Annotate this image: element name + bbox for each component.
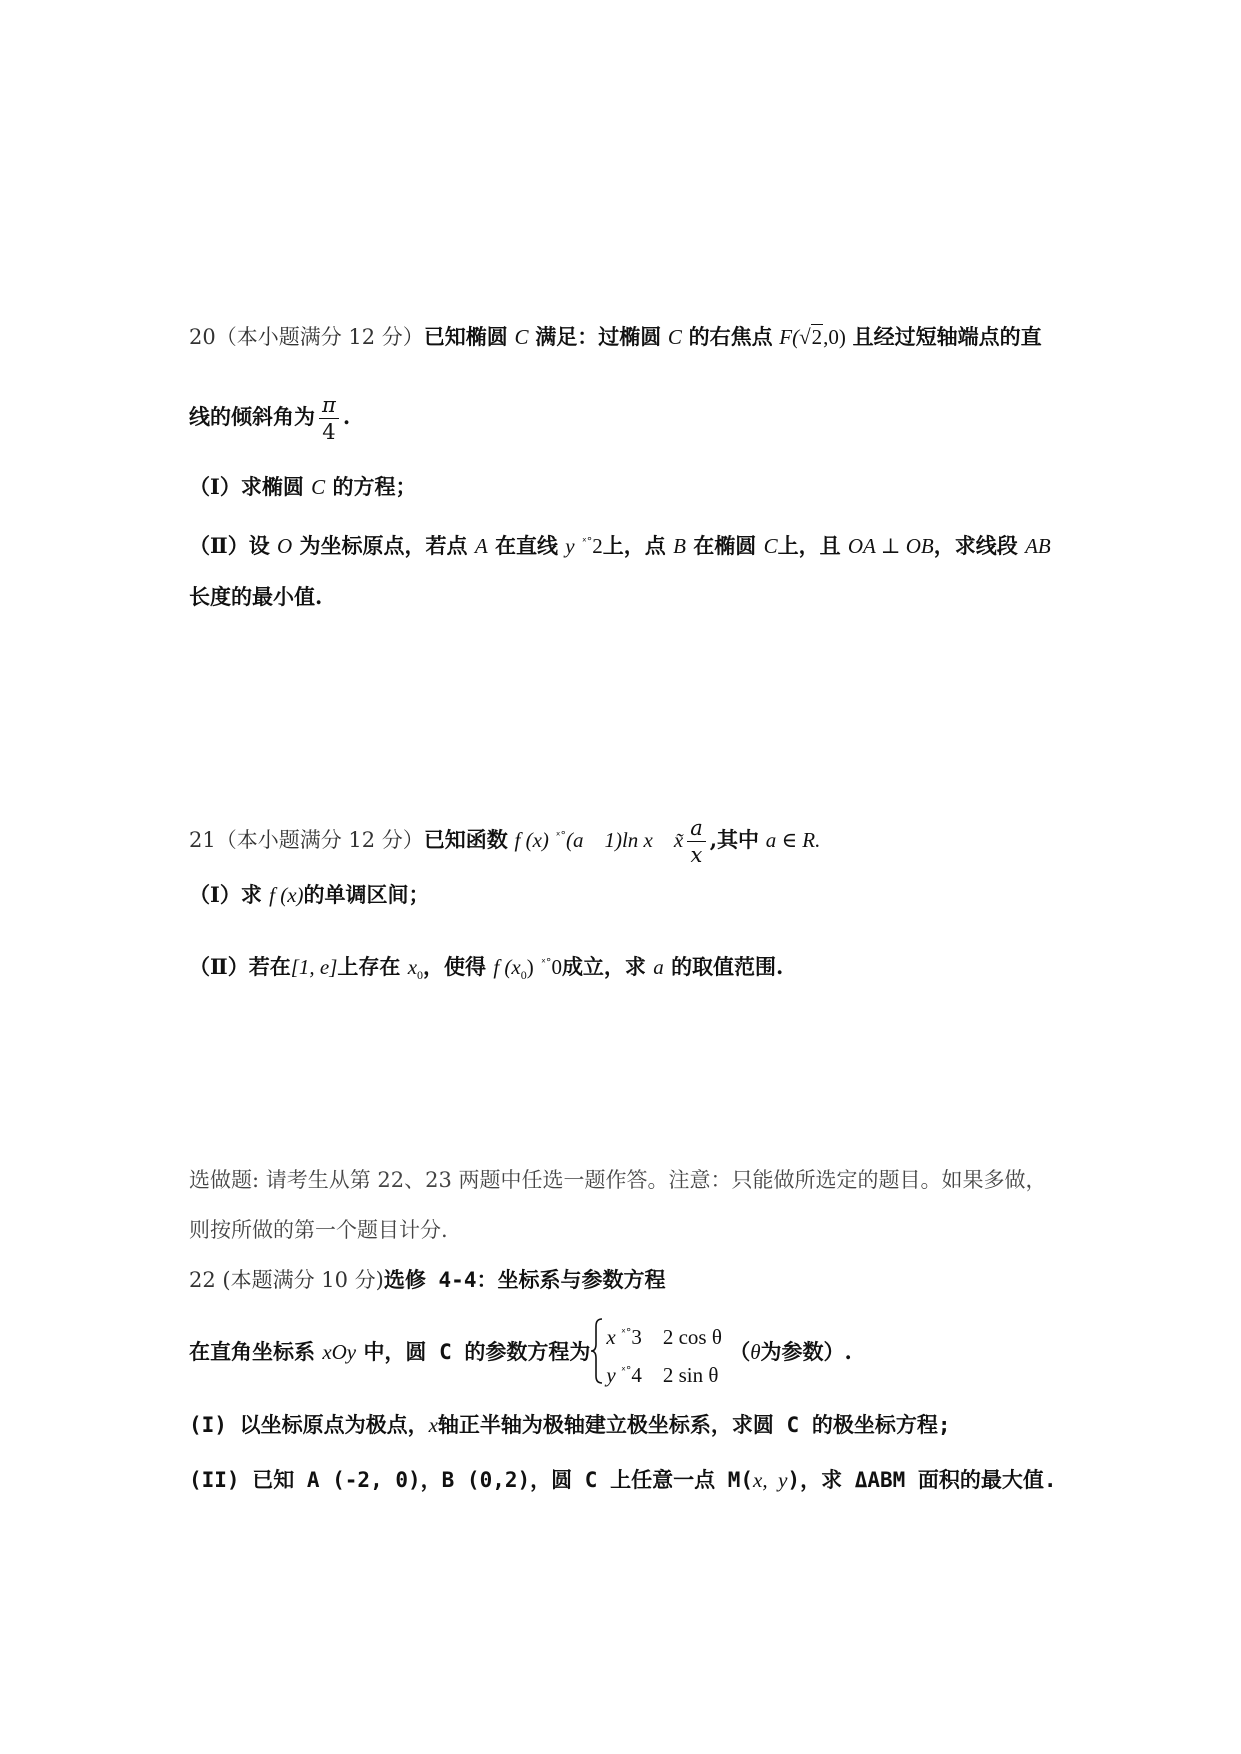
q20-text: 上，点 — [602, 533, 666, 558]
math-var: A — [474, 534, 488, 558]
math-var: C — [667, 325, 682, 349]
garbled-symbol: ˣ° — [555, 829, 566, 842]
math-var: x — [407, 955, 418, 979]
q21-text: 的取值范围. — [671, 954, 784, 979]
q20-text: 为坐标原点，若点 — [299, 533, 468, 558]
math-var: AB — [1025, 534, 1051, 558]
math-var: y — [565, 534, 575, 558]
q20-line1 — [189, 322, 1042, 352]
math-expr: 3 2 cos θ — [631, 1324, 722, 1349]
math-var: x — [428, 1413, 438, 1437]
garbled-symbol: ˣ° — [541, 956, 552, 969]
system-row-y — [606, 1354, 722, 1392]
q21-part1 — [189, 880, 430, 910]
math-var: a — [653, 955, 664, 979]
choice-note-line2 — [189, 1215, 448, 1245]
math-var: C — [514, 325, 529, 349]
q22-text: )，求 ΔABM 面积的最大值. — [787, 1468, 1057, 1492]
math-expr: OA ⊥ OB — [847, 534, 934, 558]
q22-title — [189, 1265, 665, 1295]
math-var: y — [606, 1362, 616, 1387]
q21-text: 已知函数 — [423, 827, 508, 852]
q20-text: 的方程； — [332, 474, 417, 499]
part-label: （Ⅰ） — [189, 882, 241, 907]
q22-text: 为参数）. — [760, 1339, 852, 1364]
fraction-numerator: π — [319, 392, 339, 419]
q22-part2 — [189, 1465, 1057, 1495]
garbled-symbol: ˣ° — [620, 1325, 632, 1339]
math-var: θ — [750, 1340, 761, 1364]
q20-text: 的右焦点 — [688, 324, 773, 349]
math-expr: (a 1)ln x x̃ — [565, 828, 684, 852]
q20-points: （本小题满分 12 分） — [215, 325, 424, 349]
subscript: 0 — [520, 968, 527, 983]
fraction-denominator: x — [690, 843, 703, 867]
math-expr: xOy — [322, 1340, 357, 1364]
q22-text: 在直角坐标系 — [189, 1339, 315, 1364]
q21-part2 — [189, 948, 783, 990]
math-expr: ) — [526, 955, 534, 979]
fraction — [687, 815, 706, 868]
q21-number: 21 — [189, 828, 216, 852]
sqrt-sign: √ — [799, 325, 811, 349]
math-value: 0 — [551, 955, 562, 979]
q20-text: 求椭圆 — [240, 474, 304, 499]
q22-text: (I) 以坐标原点为极点， — [189, 1413, 429, 1437]
q22-number: 22 — [189, 1268, 216, 1292]
q20-text: ，求线段 — [933, 533, 1018, 558]
q21-points: （本小题满分 12 分） — [215, 828, 424, 852]
q21-text: ,其中 — [709, 827, 760, 852]
math-expr: ,0) — [823, 325, 846, 349]
q20-text: 长度的最小值. — [189, 584, 323, 609]
parametric-system — [590, 1316, 722, 1392]
q21-text: 求 — [240, 882, 262, 907]
math-expr: F( — [779, 325, 800, 349]
fraction-numerator: a — [687, 815, 706, 842]
fraction-denominator: 4 — [322, 420, 336, 444]
q22-section-title: 选修 4-4：坐标系与参数方程 — [383, 1268, 666, 1292]
q22-part1 — [189, 1410, 950, 1440]
math-var: C — [763, 534, 778, 558]
q22-intro — [189, 1312, 852, 1392]
q20-text: 已知椭圆 — [423, 324, 508, 349]
q20-part1 — [189, 472, 416, 502]
q20-text: 且经过短轴端点的直 — [852, 324, 1042, 349]
system-row-x — [606, 1316, 722, 1354]
math-expr: x, y — [753, 1468, 788, 1492]
q21-line1 — [189, 815, 820, 868]
q20-text: 线的倾斜角为 — [189, 404, 315, 429]
q20-text: 设 — [248, 533, 270, 558]
math-value: 2 — [592, 534, 603, 558]
q21-text: ，使得 — [423, 954, 487, 979]
q21-text: 的单调区间； — [303, 882, 430, 907]
subscript: 0 — [417, 968, 424, 983]
q22-text: 中，圆 C 的参数方程为 — [363, 1340, 591, 1364]
q20-text: . — [342, 404, 351, 429]
q22-text: （ — [729, 1339, 751, 1364]
garbled-symbol: ˣ° — [581, 535, 593, 548]
garbled-symbol: ˣ° — [620, 1363, 632, 1377]
math-expr: [1, e] — [290, 955, 338, 979]
math-var: O — [277, 534, 293, 558]
part-label: （Ⅰ） — [189, 474, 241, 499]
q20-part2-cont — [189, 582, 322, 612]
math-expr: 4 2 sin θ — [631, 1362, 719, 1387]
q21-text: 成立，求 — [561, 954, 646, 979]
math-var: x — [606, 1324, 616, 1349]
q22-points: (本题满分 10 分) — [222, 1268, 384, 1292]
q20-text: 在直线 — [494, 533, 558, 558]
q21-text: 上存在 — [337, 954, 401, 979]
q20-number: 20 — [189, 325, 216, 349]
q20-line2 — [189, 392, 350, 445]
part-label: （Ⅱ） — [189, 533, 249, 558]
math-expr: a ∈ R. — [765, 828, 821, 852]
math-expr: f (x) — [514, 828, 549, 852]
fraction — [319, 392, 339, 445]
q22-text: 轴正半轴为极轴建立极坐标系，求圆 C 的极坐标方程; — [437, 1413, 951, 1437]
sqrt-arg: 2 — [811, 325, 823, 349]
part-label: （Ⅱ） — [189, 954, 249, 979]
math-expr: f (x — [493, 955, 521, 979]
q22-text: (II) 已知 A (-2, 0)，B (0,2)，圆 C 上任意一点 M( — [189, 1468, 754, 1492]
choice-text: 则按所做的第一个题目计分. — [189, 1218, 448, 1242]
choice-note-line1 — [189, 1165, 1047, 1195]
math-expr: f (x) — [269, 883, 304, 907]
q21-text: 若在 — [248, 954, 291, 979]
math-var: B — [673, 534, 686, 558]
q20-text: 在椭圆 — [693, 533, 757, 558]
brace-icon — [590, 1318, 604, 1384]
q20-text: 满足：过椭圆 — [535, 324, 662, 349]
q20-part2 — [189, 527, 1051, 561]
q20-text: 上，且 — [777, 533, 841, 558]
choice-text: 选做题: 请考生从第 22、23 两题中任选一题作答。注意：只能做所选定的题目。如果多做， — [189, 1168, 1047, 1192]
math-var: C — [311, 475, 326, 499]
